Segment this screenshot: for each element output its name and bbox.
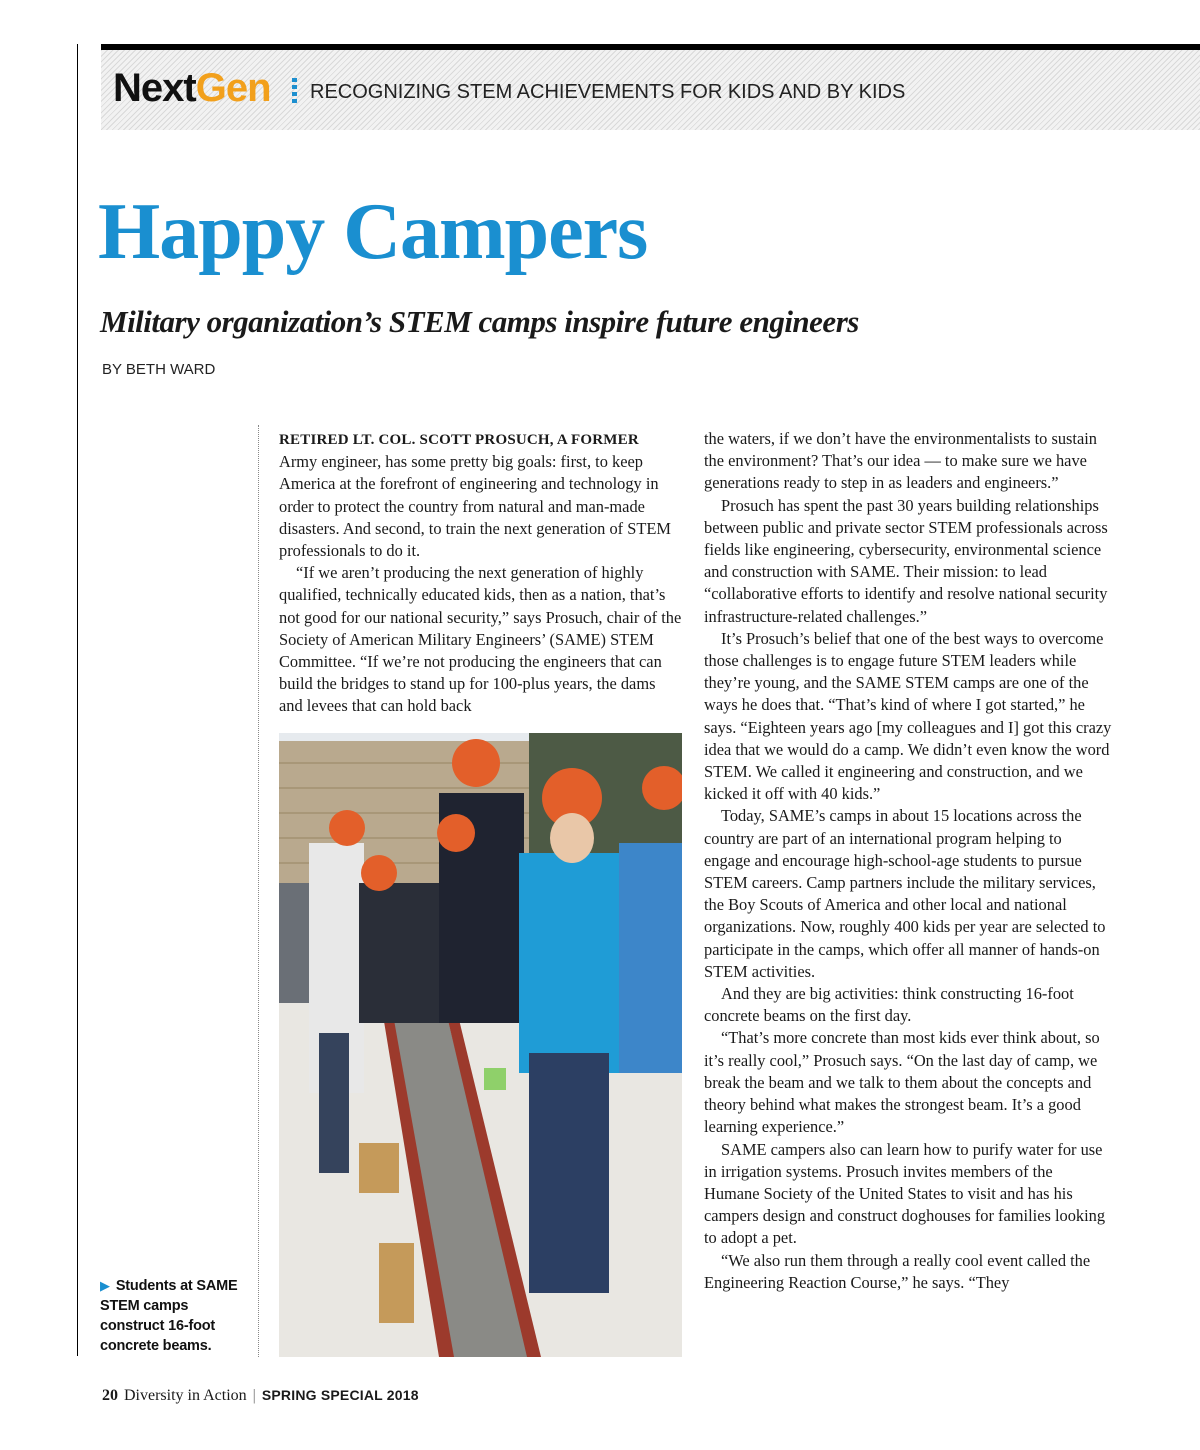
article-paragraph: And they are big activities: think constructing 16-foot concrete beams on the first day. bbox=[704, 984, 1074, 1026]
article-paragraph: Today, SAME’s camps in about 15 locations across the country are part of an international program helping to engage and encourage high-school-age students to pursue STEM careers. Camp partners include the military services, the Boy Scouts of America and other local and national organizations. Now, roughly 400 kids per year are selected to participate in the camps, which offer all manner of hands-on STEM activities. bbox=[704, 806, 1106, 981]
lede-text: RETIRED LT. COL. SCOTT PROSUCH, A FORMER bbox=[279, 432, 639, 448]
section-banner bbox=[101, 50, 1200, 130]
article-paragraph: “If we aren’t producing the next generation of highly qualified, technically educated kids, then as a nation, that’s not good for our national security,” says Prosuch, chair of the Society of American Military Engineers’ (SAME) STEM Committee. “If we’re not producing the engineers that can build the bridges to stand up for 100-plus years, the dams and levees that can hold back bbox=[279, 563, 682, 716]
left-margin-rule bbox=[77, 44, 78, 1356]
article-paragraph bbox=[279, 428, 683, 562]
banner-divider bbox=[292, 78, 297, 106]
article-paragraph: Prosuch has spent the past 30 years building relationships between public and private sector STEM professionals across fields like engineering, cybersecurity, environmental science and construction with SAME. Their mission: to lead “collaborative efforts to identify and resolve national security infrastructure-related challenges.” bbox=[704, 495, 1108, 626]
article-column-right bbox=[704, 428, 1112, 1294]
article-headline: Happy Campers bbox=[98, 188, 648, 276]
page-footer bbox=[102, 1384, 419, 1407]
footer-separator: | bbox=[252, 1387, 256, 1404]
article-paragraph: SAME campers also can learn how to purify water for use in irrigation systems. Prosuch invites members of the Humane Society of the United States to visit and has his campers design and construct doghouses for families looking to adopt a pet. bbox=[704, 1139, 1106, 1248]
brand-gen: Gen bbox=[195, 66, 271, 110]
article-paragraph: “That’s more concrete than most kids ever think about, so it’s really cool,” Prosuch says. “On the last day of camp, we break the beam and we talk to them about the concepts and theory behind what makes the strongest beam. It’s a good learning experience.” bbox=[704, 1028, 1100, 1137]
page-number: 20 bbox=[102, 1387, 118, 1404]
caption-triangle-icon: ▶ bbox=[100, 1278, 110, 1293]
students-concrete-photo bbox=[279, 733, 682, 1357]
article-byline: BY BETH WARD bbox=[102, 361, 216, 378]
paragraph-text: Army engineer, has some pretty big goals: first, to keep America at the forefront of engineering and technology in order to protect the country from natural and man-made disasters. And second, to train the next generation of STEM professionals to do it. bbox=[279, 452, 671, 561]
article-photo bbox=[279, 733, 682, 1357]
article-column-left bbox=[279, 428, 683, 718]
nextgen-logo bbox=[113, 66, 271, 110]
caption-text: Students at SAME STEM camps construct 16-foot concrete beams. bbox=[100, 1278, 238, 1354]
article-dek: Military organization’s STEM camps inspire future engineers bbox=[100, 304, 859, 339]
article-paragraph: “We also run them through a really cool event called the Engineering Reaction Course,” he says. “They bbox=[704, 1250, 1091, 1292]
article-paragraph: It’s Prosuch’s belief that one of the best ways to overcome those challenges is to engage future STEM leaders while they’re young, and the SAME STEM camps are one of the ways he does that. “That’s kind of where I got started,” he says. “Eighteen years ago [my colleagues and I] got this crazy idea that we would do a camp. We didn’t even know the word STEM. We called it engineering and construction, and we kicked it off with 40 kids.” bbox=[704, 628, 1112, 804]
column-divider bbox=[258, 425, 259, 1357]
publication-name: Diversity in Action bbox=[124, 1387, 247, 1404]
issue-name: SPRING SPECIAL 2018 bbox=[261, 1387, 419, 1403]
brand-next: Next bbox=[113, 66, 196, 110]
photo-caption bbox=[100, 1276, 250, 1356]
section-tagline: RECOGNIZING STEM ACHIEVEMENTS FOR KIDS AND BY KIDS bbox=[310, 81, 906, 103]
article-paragraph: the waters, if we don’t have the environmentalists to sustain the environment? That’s our idea — to make sure we have generations ready to step in as leaders and engineers.” bbox=[704, 429, 1097, 493]
